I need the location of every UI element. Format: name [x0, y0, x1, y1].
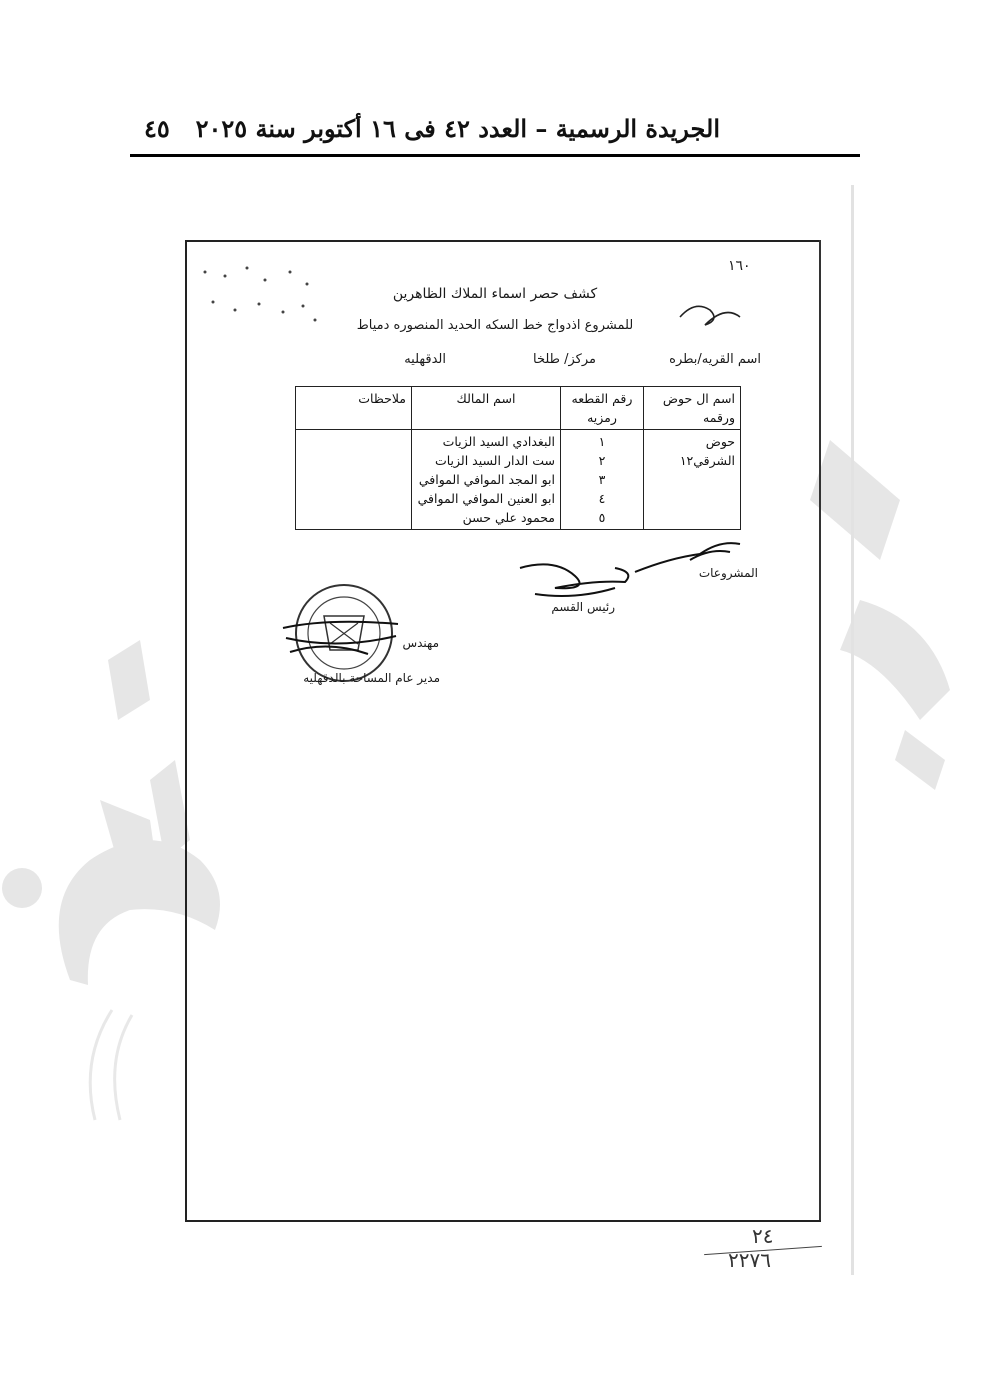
projects-label: المشروعات — [698, 566, 758, 580]
footer-number-top: ٢٤ — [752, 1224, 774, 1248]
document-number: ١٦٠ — [728, 258, 751, 274]
owner-cell — [412, 430, 561, 530]
parcel-number: ٤ — [598, 491, 606, 506]
notes-cell — [296, 430, 412, 530]
owner-name: محمود علي حسن — [462, 510, 555, 525]
header-owner: اسم المالك — [412, 387, 561, 430]
frame-border-right — [819, 240, 821, 1222]
governorate-label: الدقهليه — [404, 352, 446, 367]
header-parcel — [561, 387, 644, 430]
header-basin-line: اسم ال حوض — [662, 391, 735, 406]
gazette-header — [130, 110, 860, 154]
handwritten-marks — [195, 262, 325, 332]
village-label: اسم القريه/بطره — [669, 352, 761, 367]
header-basin — [644, 387, 741, 430]
basin-cell — [644, 430, 741, 530]
table-header-row — [296, 387, 741, 430]
owner-name: ست الدار السيد الزيات — [434, 453, 555, 468]
frame-border-left — [185, 240, 187, 1222]
markaz-label: مركز/ طلخا — [532, 352, 596, 367]
gazette-title: الجريدة الرسمية – العدد ٤٢ فى ١٦ أكتوبر سنة ٢٠٢٥ — [195, 114, 720, 143]
section-head-signature — [515, 558, 645, 604]
header-basin-line: ورقمه — [703, 410, 735, 425]
header-notes: ملاحظات — [296, 387, 412, 430]
engineer-label: مهندس — [402, 636, 439, 650]
owners-table — [295, 386, 741, 530]
header-parcel-line: رقم القطعه — [571, 391, 633, 406]
document-title: كشف حصر اسماء الملاك الظاهرين — [392, 286, 598, 302]
scanned-page — [135, 185, 853, 1275]
frame-border-top — [185, 240, 821, 242]
basin-line: الشرقي١٢ — [679, 453, 735, 468]
parcel-number: ٣ — [598, 472, 606, 487]
handwritten-scribble — [675, 295, 745, 335]
basin-line: حوض — [705, 434, 735, 449]
parcel-number: ٢ — [598, 453, 606, 468]
header-parcel-line: رمزيه — [587, 410, 617, 425]
owner-name: ابو العنين الموافي الموافي — [417, 491, 555, 506]
footer-number-bottom: ٢٢٧٦ — [728, 1248, 771, 1272]
owner-name: ابو المجد الموافي الموافي — [418, 472, 555, 487]
director-label: مدير عام المساحة بالدقهليه — [303, 671, 440, 685]
table-body-row — [296, 430, 741, 530]
parcel-cell — [561, 430, 644, 530]
page-number: ٤٥ — [144, 114, 170, 143]
parcel-number: ٥ — [598, 510, 606, 525]
scan-edge — [851, 185, 854, 1275]
owner-name: البغدادي السيد الزيات — [442, 434, 555, 449]
document-subtitle: للمشروع اذدواج خط السكه الحديد المنصوره دمياط — [356, 318, 634, 333]
frame-border-bottom — [185, 1220, 821, 1222]
parcel-number: ١ — [598, 434, 606, 449]
section-head-label: رئيس القسم — [551, 600, 615, 614]
header-rule — [130, 154, 860, 157]
